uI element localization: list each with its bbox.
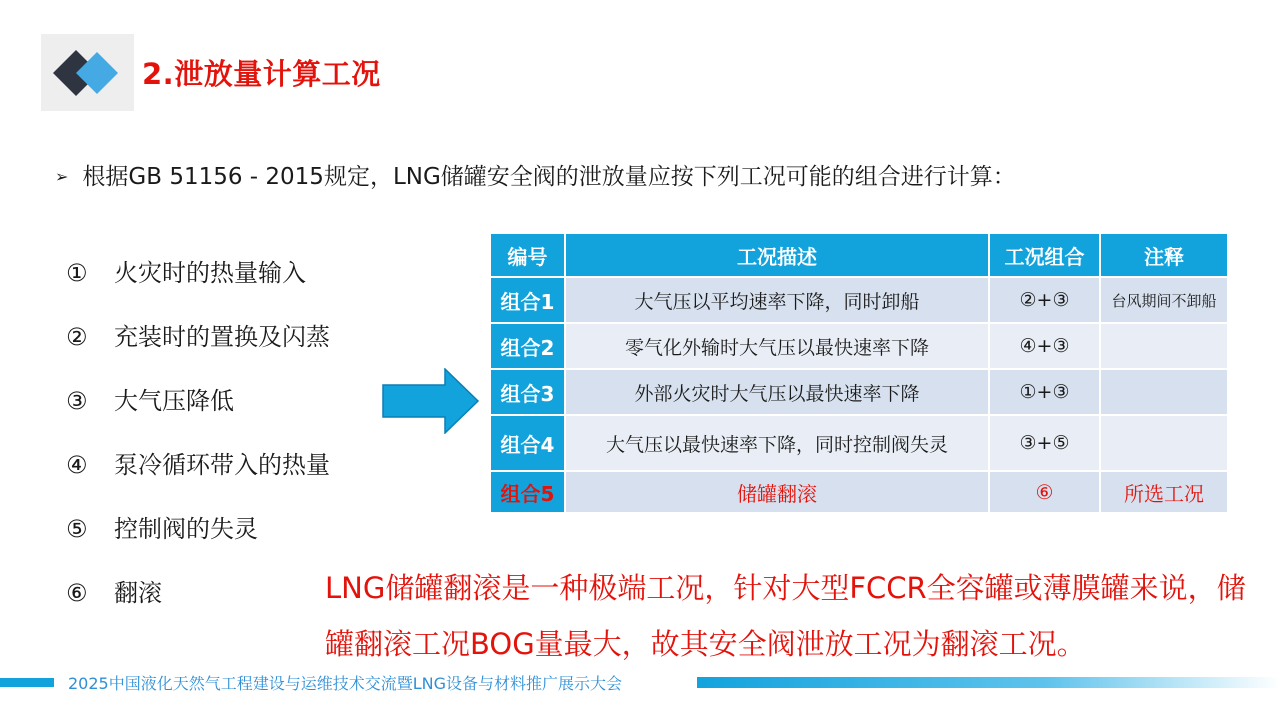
- page-title: 2.泄放量计算工况: [142, 57, 381, 91]
- row-note: [1100, 323, 1228, 369]
- row-note: 台风期间不卸船: [1100, 277, 1228, 323]
- bullet-arrow-icon: ➢: [55, 167, 69, 186]
- item-label: 充装时的置换及闪蒸: [114, 323, 330, 351]
- column-header: 工况描述: [565, 233, 989, 277]
- item-label: 控制阀的失灵: [114, 515, 258, 543]
- row-description: 大气压以平均速率下降，同时卸船: [565, 277, 989, 323]
- logo: [41, 34, 134, 111]
- column-header: 注释: [1100, 233, 1228, 277]
- footer-text: 2025中国液化天然气工程建设与运维技术交流暨LNG设备与材料推广展示大会: [68, 674, 623, 693]
- row-note: 所选工况: [1100, 471, 1228, 513]
- row-combination: ④+③: [989, 323, 1100, 369]
- item-label: 泵冷循环带入的热量: [114, 451, 330, 479]
- row-combination: ③+⑤: [989, 415, 1100, 471]
- table-row: [490, 369, 1228, 415]
- table-row: [490, 323, 1228, 369]
- list-item: [66, 442, 330, 506]
- list-item: [66, 506, 330, 570]
- table-row: [490, 277, 1228, 323]
- list-item: [66, 250, 330, 314]
- intro-text: 根据GB 51156 - 2015规定，LNG储罐安全阀的泄放量应按下列工况可能的组合进行计算：: [82, 164, 1016, 190]
- conclusion-text: LNG储罐翻滚是一种极端工况，针对大型FCCR全容罐或薄膜罐来说，储罐翻滚工况BOG量最大，故其安全阀泄放工况为翻滚工况。: [325, 571, 1246, 661]
- item-number: ②: [66, 323, 88, 351]
- row-id: 组合2: [490, 323, 565, 369]
- item-number: ⑥: [66, 579, 88, 607]
- intro-line: [55, 158, 1016, 191]
- item-label: 翻滚: [114, 579, 162, 607]
- item-label: 火灾时的热量输入: [114, 259, 306, 287]
- right-arrow-icon: [382, 368, 480, 434]
- row-description: 外部火灾时大气压以最快速率下降: [565, 369, 989, 415]
- row-description: 零气化外输时大气压以最快速率下降: [565, 323, 989, 369]
- item-label: 大气压降低: [114, 387, 234, 415]
- diamond-logo-icon: [41, 34, 134, 111]
- column-header: 编号: [490, 233, 565, 277]
- item-number: ⑤: [66, 515, 88, 543]
- row-id: 组合4: [490, 415, 565, 471]
- row-note: [1100, 415, 1228, 471]
- footer-accent-bar: [0, 678, 54, 687]
- row-combination: ⑥: [989, 471, 1100, 513]
- combination-table: [489, 232, 1229, 514]
- row-id: 组合1: [490, 277, 565, 323]
- list-item: [66, 570, 330, 634]
- list-item: [66, 378, 330, 442]
- item-number: ③: [66, 387, 88, 415]
- row-id: 组合3: [490, 369, 565, 415]
- table-row-selected: [490, 471, 1228, 513]
- item-number: ④: [66, 451, 88, 479]
- row-description: 储罐翻滚: [565, 471, 989, 513]
- footer-gradient-bar: [697, 677, 1280, 688]
- list-item: [66, 314, 330, 378]
- column-header: 工况组合: [989, 233, 1100, 277]
- item-number: ①: [66, 259, 88, 287]
- row-combination: ①+③: [989, 369, 1100, 415]
- row-note: [1100, 369, 1228, 415]
- row-combination: ②+③: [989, 277, 1100, 323]
- row-description: 大气压以最快速率下降，同时控制阀失灵: [565, 415, 989, 471]
- row-id: 组合5: [490, 471, 565, 513]
- table-row: [490, 415, 1228, 471]
- condition-list: [66, 250, 330, 634]
- table-header-row: [490, 233, 1228, 277]
